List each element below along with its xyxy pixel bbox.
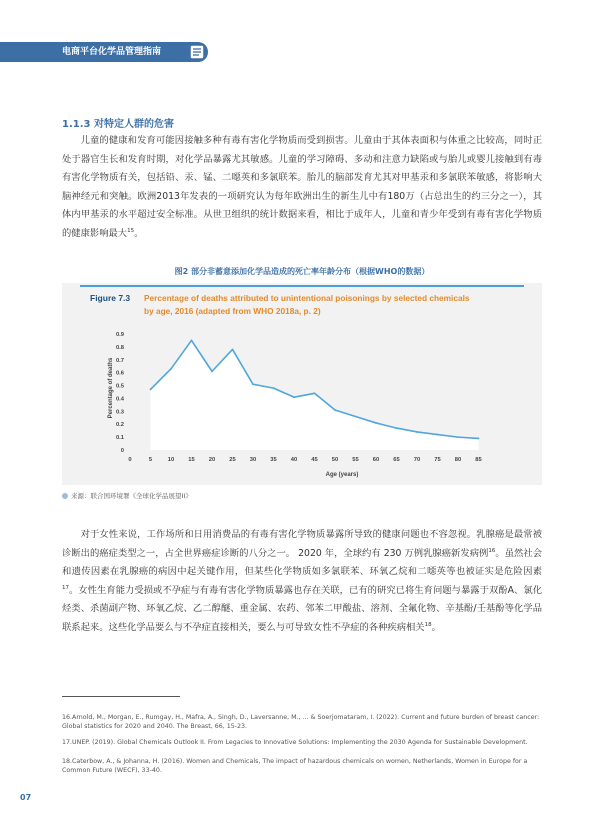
x-tick-label: 60: [372, 457, 380, 463]
y-tick-label: 0.8: [115, 344, 124, 351]
x-tick-label: 35: [270, 457, 277, 463]
data-point: [232, 349, 234, 351]
x-tick-label: 10: [167, 457, 175, 463]
y-tick-label: 0.6: [115, 370, 124, 377]
footnote: 18.Caterbow, A., & Johanna, H. (2016). Women and Chemicals, The impact of hazardous chemicals on women, Netherlands, Women in Europe for a Common Future (WECF), 33-40.: [62, 758, 528, 774]
x-tick-label: 20: [208, 457, 216, 463]
footnote-divider: [62, 696, 180, 697]
y-tick-label: 0.7: [115, 357, 124, 364]
paragraph-end: 。: [431, 621, 441, 633]
bullet-icon: [62, 493, 68, 499]
figure: [62, 283, 542, 485]
y-tick-label: 0.2: [115, 422, 124, 429]
chart: [62, 283, 542, 485]
y-tick-label: 0: [120, 448, 124, 454]
x-tick-label: 85: [475, 457, 482, 463]
paragraph-text: 。虽然社会和遗传因素在乳腺癌的病因中起关键作用，但某些化学物质如多氯联苯、环氧乙烷和二噁英等也被证实是危险因素: [62, 547, 542, 578]
x-tick-label: 5: [148, 457, 153, 463]
y-tick-label: 0.9: [115, 332, 124, 338]
data-point: [355, 416, 357, 418]
x-tick-label: 70: [413, 457, 421, 463]
y-tick-label: 0.4: [115, 396, 124, 403]
x-axis-label: Age (years): [325, 472, 359, 478]
data-point: [457, 436, 459, 438]
data-point: [437, 434, 439, 436]
x-tick-label: 65: [393, 457, 400, 463]
source-text: 来源：联合国环境署《全球化学品展望II》: [71, 492, 192, 500]
page-number: 07: [20, 793, 32, 802]
data-point: [273, 387, 275, 389]
footnote-ref[interactable]: 16: [488, 547, 496, 554]
x-tick-label: 45: [311, 457, 318, 463]
footnote-ref[interactable]: 17: [62, 584, 69, 591]
paragraph-text: 对于女性来说，工作场所和日用消费品的有毒有害化学物质暴露所导致的健康问题也不容忽视。乳腺癌是最常被诊断出的癌症类型之一，占全世界癌症诊断的八分之一。 2020 年，全球约有 230 万例乳腺癌新发病例: [62, 529, 542, 559]
x-tick-label: 55: [352, 457, 359, 463]
x-tick-label: 30: [249, 457, 257, 463]
x-tick-label: 80: [454, 457, 462, 463]
x-tick-label: 0: [128, 457, 132, 463]
y-axis-label: Percentage of deaths: [108, 357, 114, 419]
chart-title-cont: by age, 2016 (adapted from WHO 2018a, p. 2): [144, 306, 321, 316]
data-point: [314, 392, 316, 394]
paragraph-children: [62, 132, 542, 244]
paragraph-text: 儿童的健康和发育可能因接触多种有毒有害化学物质而受到损害。儿童由于其体表面积与体重之比较高，同时正处于器官生长和发育时期，对化学品暴露尤其敏感。儿童的学习障碍、多动和注意力缺陷或与胎儿或婴儿接触到有毒有害化学物质有关，包括铅、汞、锰、二噁英和多氯联苯。胎儿的脑部发育尤其对甲基汞和多氯联苯敏感，将影响大脑神经元和突触。欧洲2013年发表的一项研究认为每年欧洲出生的新生儿中有180万（占总出生的约三分之一），其体内甲基汞的水平超过安全标准。从世卫组织的统计数据来看，相比于成年人，儿童和青少年受到有毒有害化学物质的健康影响最大: [62, 135, 542, 239]
x-tick-label: 15: [188, 457, 195, 463]
chart-title: Percentage of deaths attributed to unintentional poisonings by selected chemicals: [144, 293, 470, 303]
x-tick-label: 25: [229, 457, 236, 463]
paragraph-end: 。: [134, 227, 144, 239]
book-icon: [188, 43, 206, 61]
data-point: [396, 427, 398, 429]
paragraph-women: [62, 526, 542, 638]
footnote-ref[interactable]: 15: [127, 227, 135, 234]
figure-caption: 图2 部分非蓄意添加化学品造成的死亡率年龄分布（根据WHO的数据）: [174, 267, 430, 276]
figure-source: [62, 491, 192, 500]
data-point: [334, 409, 336, 411]
footnote-ref[interactable]: 18: [424, 621, 432, 628]
figure-top-rule: [80, 285, 524, 287]
x-tick-label: 40: [290, 457, 298, 463]
data-point: [150, 389, 152, 391]
header-title: 电商平台化学品管理指南: [0, 42, 208, 62]
x-tick-label: 75: [434, 457, 441, 463]
data-point: [478, 438, 480, 440]
y-tick-label: 0.5: [115, 383, 124, 390]
footnote: 16.Arnold, M., Morgan, E., Rumgay, H., Mafra, A., Singh, D., Laversanne, M., ... & Soerjomataram, I. (2022). Current and future burden of breast cancer: Global statistics for 2020 and 2040. The Breast, 66, 15-23.: [62, 714, 540, 730]
data-point: [191, 340, 193, 342]
y-tick-label: 0.3: [115, 409, 124, 416]
section-title: 1.1.3 对特定人群的危害: [62, 119, 174, 130]
data-point: [293, 396, 295, 398]
data-point: [375, 422, 377, 424]
data-point: [170, 368, 172, 370]
data-point: [211, 370, 213, 372]
x-tick-label: 50: [331, 457, 339, 463]
figure-label: Figure 7.3: [90, 293, 131, 303]
data-point: [252, 383, 254, 385]
y-tick-label: 0.1: [115, 435, 124, 442]
paragraph-text: 。女性生育能力受损或不孕症与有毒有害化学物质暴露也存在关联，已有的研究已将生育问题与暴露于双酚A、氯化烃类、杀菌副产物、环氧乙烷、乙二醇醚、重金属、农药、邻苯二甲酸盐、溶剂、全氟化物、辛基酚/壬基酚等化学品联系起来。这些化学品要么与不孕症直接相关，要么与可导致女性不孕症的各种疾病相关: [62, 584, 542, 633]
data-point: [416, 431, 418, 433]
footnote: 17.UNEP. (2019). Global Chemicals Outlook II. From Legacies to Innovative Solutions: Implementing the 2030 Agenda for Sustainable Development.: [62, 739, 528, 746]
